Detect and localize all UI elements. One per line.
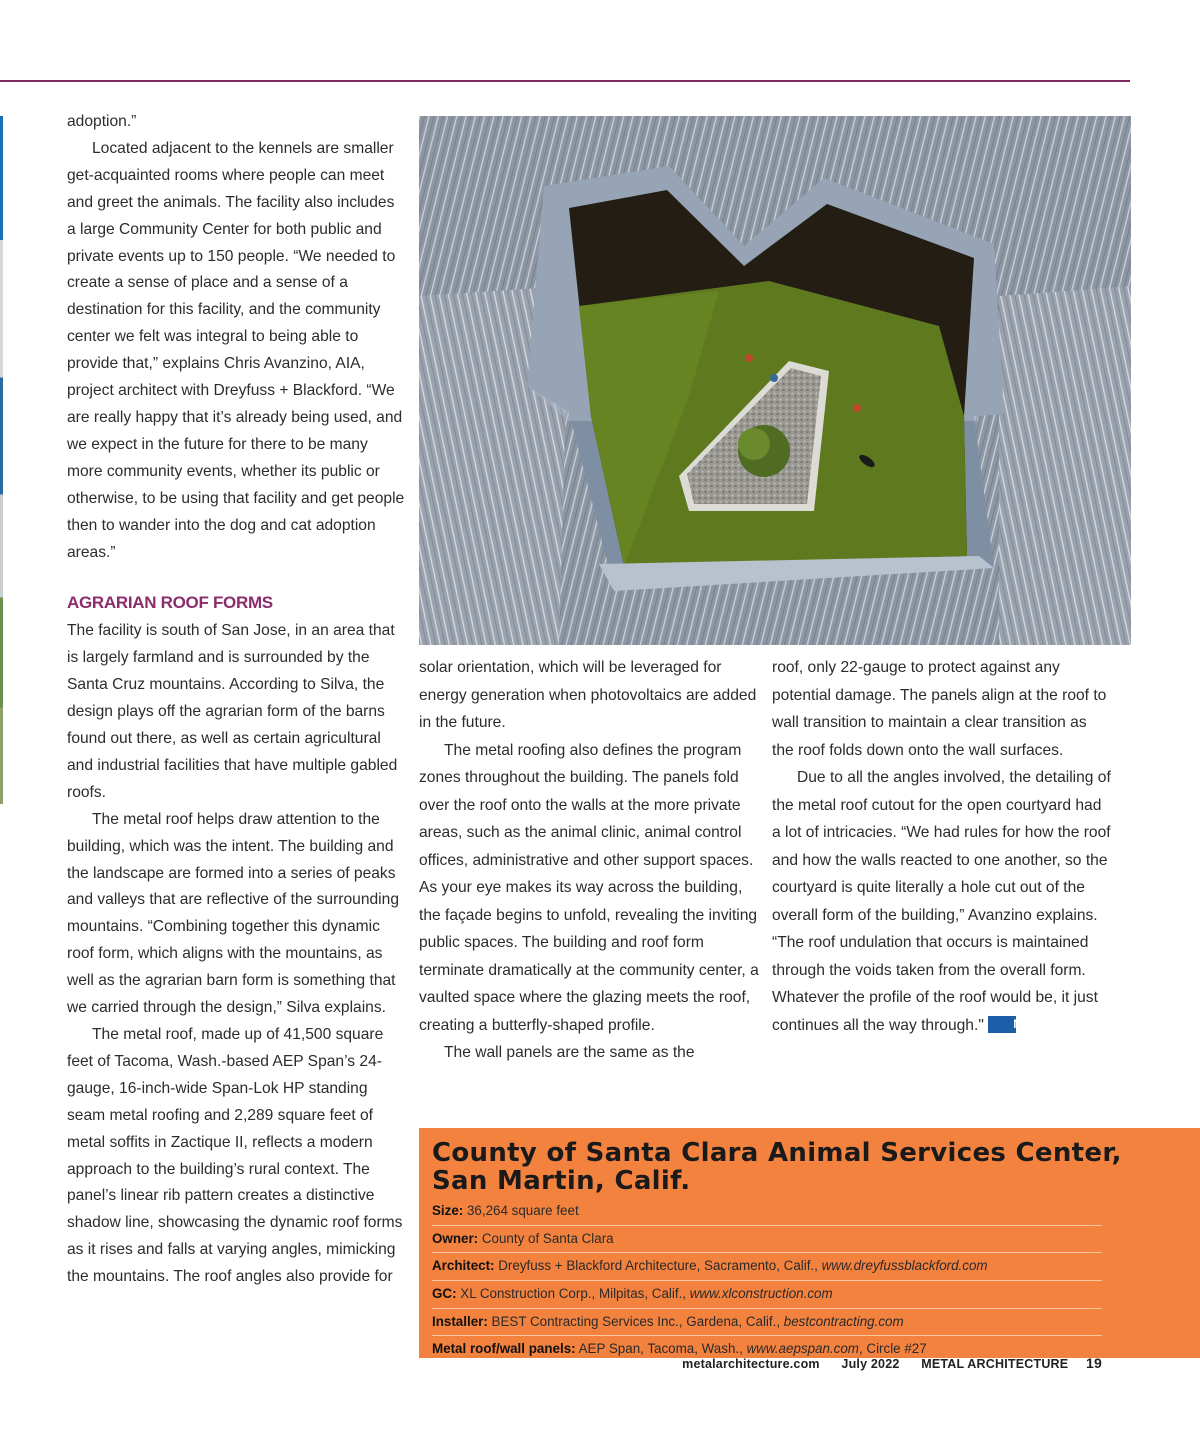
courtyard-aerial-photo [419, 116, 1131, 645]
paragraph: Located adjacent to the kennels are smaller get-acquainted rooms where people can meet and greet the animals. The facility also includes a large Community Center for both public and private events up to 150 people. “We needed to create a sense of place and a sense of a destination for this facility, and the community center we felt was integral to being able to provide that,” explains Chris Avanzino, AIA, project architect with Dreyfuss + Blackford. “We are really happy that it’s already being used, and we expect in the future for there to be many more community events, whether its public or otherwise, to be using that facility and get people then to wander into the dog and cat adoption areas.” [67, 139, 405, 561]
paragraph: adoption.” [67, 113, 137, 130]
info-row [432, 1309, 1102, 1337]
info-row [432, 1226, 1102, 1254]
paragraph [772, 764, 1112, 1039]
project-details [432, 1198, 1102, 1363]
info-link[interactable]: bestcontracting.com [783, 1313, 904, 1329]
section-heading: AGRARIAN ROOF FORMS [67, 593, 273, 613]
footer-magazine: METAL ARCHITECTURE [921, 1357, 1069, 1371]
info-row [432, 1281, 1102, 1309]
info-value: , Circle #27 [858, 1341, 927, 1357]
info-label: Size: [432, 1203, 464, 1218]
info-link[interactable]: www.dreyfussblackford.com [821, 1258, 988, 1274]
footer-date: July 2022 [841, 1357, 900, 1371]
info-link[interactable]: www.aepspan.com [746, 1341, 859, 1357]
page-number: 19 [1086, 1355, 1102, 1371]
previous-page-photo-edge [0, 116, 3, 804]
info-row [432, 1253, 1102, 1281]
info-label: Owner: [432, 1230, 479, 1246]
page-footer [664, 1355, 1102, 1371]
info-value: County of Santa Clara [478, 1230, 614, 1246]
header-rule [0, 80, 1130, 82]
project-title: County of Santa Clara Animal Services Center, San Martin, Calif. [432, 1138, 1122, 1196]
text-column-3 [772, 654, 1112, 1039]
info-value: BEST Contracting Services Inc., Gardena, Calif., [487, 1313, 784, 1329]
text-column-1 [67, 109, 407, 1291]
info-value: Dreyfuss + Blackford Architecture, Sacramento, Calif., [494, 1258, 822, 1274]
info-label: Metal roof/wall panels: [432, 1341, 576, 1357]
text-column-2 [419, 654, 759, 1067]
paragraph: roof, only 22-gauge to protect against any potential damage. The panels align at the roof to wall transition to maintain a clear transition as the roof folds down onto the wall surfaces. [772, 659, 1107, 759]
paragraph-text: Due to all the angles involved, the detailing of the metal roof cutout for the open courtyard had a lot of intricacies. “We had rules for how the roof and how the walls reacted to one another, so the courtyard is quite literally a hole cut out of the overall form of the building,” Avanzino explains. “The roof undulation that occurs is maintained through the voids taken from the overall form. Whatever the profile of the roof would be, it just continues all the way through." [772, 769, 1111, 1034]
paragraph: The metal roof, made up of 41,500 square feet of Tacoma, Wash.-based AEP Span’s 24-gauge, 16-inch-wide Span-Lok HP standing seam metal roofing and 2,289 square feet of metal soffits in Zactique II, reflects a modern approach to the building’s rural context. The panel’s linear rib pattern creates a distinctive shadow line, showcasing the dynamic roof forms as it rises and falls at varying angles, mimicking the mountains. The roof angles also provide for [67, 1026, 403, 1286]
info-label: GC: [432, 1286, 457, 1302]
info-value: 36,264 square feet [463, 1203, 579, 1218]
end-mark-logo-icon: MA [988, 1016, 1016, 1033]
paragraph: The facility is south of San Jose, in an area that is largely farmland and is surrounded by the Santa Cruz mountains. According to Silva, the design plays off the agrarian form of the barns found out there, as well as certain agricultural and industrial facilities that have multiple gabled roofs. [67, 622, 398, 801]
info-label: Architect: [432, 1258, 495, 1274]
project-info-box [419, 1128, 1200, 1358]
info-row [432, 1198, 1102, 1226]
info-label: Installer: [432, 1313, 488, 1329]
paragraph: The metal roofing also defines the program zones throughout the building. The panels fold over the roof onto the walls at the more private areas, such as the animal clinic, animal control offices, administrative and other support spaces. As your eye makes its way across the building, the façade begins to unfold, revealing the inviting public spaces. The building and roof form terminate dramatically at the community center, a vaulted space where the glazing meets the roof, creating a butterfly-shaped profile. [419, 741, 759, 1034]
footer-site: metalarchitecture.com [682, 1357, 820, 1371]
info-value: XL Construction Corp., Milpitas, Calif., [456, 1286, 690, 1302]
paragraph: The wall panels are the same as the [444, 1044, 695, 1061]
paragraph: The metal roof helps draw attention to the building, which was the intent. The building and the landscape are formed into a series of peaks and valleys that are reflective of the surrounding mountains. “Combining together this dynamic roof form, which aligns with the mountains, as well as the agrarian barn form is something that we carried through the design,” Silva explains. [67, 810, 399, 1017]
paragraph: solar orientation, which will be leveraged for energy generation when photovoltaics are added in the future. [419, 659, 757, 731]
info-link[interactable]: www.xlconstruction.com [689, 1286, 833, 1302]
info-value: AEP Span, Tacoma, Wash., [575, 1341, 747, 1357]
